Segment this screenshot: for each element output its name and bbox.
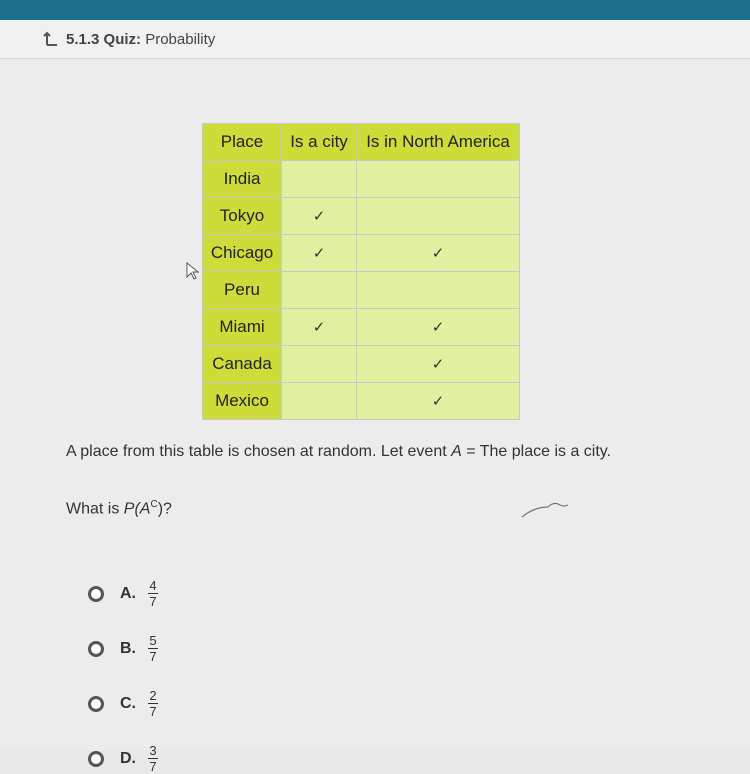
prompt-part: )? — [157, 500, 172, 518]
numerator: 2 — [149, 688, 157, 703]
denominator: 7 — [149, 759, 157, 774]
option-d[interactable] — [88, 744, 158, 773]
header-north-america: Is in North America — [357, 124, 520, 161]
table-row — [203, 346, 520, 383]
table-row — [203, 198, 520, 235]
place-cell: Canada — [203, 346, 282, 383]
option-letter: B. — [120, 639, 136, 657]
places-table — [202, 123, 520, 420]
north-america-cell: ✓ — [357, 346, 520, 383]
option-c[interactable] — [88, 689, 158, 718]
place-cell: India — [203, 161, 282, 198]
table-row — [203, 235, 520, 272]
option-b[interactable] — [88, 634, 158, 663]
radio-button[interactable] — [88, 586, 104, 602]
question-part: = The place is a city. — [461, 443, 612, 460]
denominator: 7 — [149, 649, 157, 664]
north-america-cell: ✓ — [357, 383, 520, 420]
back-arrow-icon[interactable] — [40, 28, 62, 50]
quiz-header — [0, 20, 750, 59]
fraction-bar — [148, 758, 158, 759]
north-america-cell: ✓ — [357, 235, 520, 272]
city-cell: ✓ — [282, 309, 357, 346]
quiz-content — [0, 59, 750, 774]
header-place: Place — [203, 124, 282, 161]
event-variable: A — [451, 443, 462, 460]
pen-scribble — [520, 497, 580, 521]
option-letter: A. — [120, 584, 136, 602]
denominator: 7 — [149, 594, 157, 609]
quiz-label: Quiz: — [103, 30, 142, 48]
question-text — [66, 443, 611, 461]
prompt-part: What is — [66, 500, 124, 518]
breadcrumb — [66, 31, 215, 48]
place-cell: Peru — [203, 272, 282, 309]
option-fraction — [148, 744, 158, 773]
north-america-cell: ✓ — [357, 309, 520, 346]
radio-button[interactable] — [88, 641, 104, 657]
place-cell: Miami — [203, 309, 282, 346]
numerator: 5 — [149, 633, 157, 648]
city-cell — [282, 161, 357, 198]
denominator: 7 — [149, 704, 157, 719]
mouse-cursor-icon — [186, 262, 200, 280]
complement-superscript: C — [150, 499, 158, 510]
city-cell: ✓ — [282, 198, 357, 235]
prompt-expression: P(A — [123, 500, 151, 518]
option-fraction — [148, 634, 158, 663]
option-letter: D. — [120, 749, 136, 767]
question-part: A place from this table is chosen at random. Let event — [66, 443, 452, 460]
option-fraction — [148, 689, 158, 718]
table-row — [203, 272, 520, 309]
numerator: 4 — [149, 578, 157, 593]
header-is-city: Is a city — [282, 124, 357, 161]
city-cell — [282, 383, 357, 420]
radio-button[interactable] — [88, 696, 104, 712]
table-row — [203, 309, 520, 346]
top-bar — [0, 0, 750, 20]
north-america-cell — [357, 272, 520, 309]
north-america-cell — [357, 198, 520, 235]
numerator: 3 — [149, 743, 157, 758]
city-cell — [282, 346, 357, 383]
city-cell: ✓ — [282, 235, 357, 272]
place-cell: Tokyo — [203, 198, 282, 235]
table-row — [203, 383, 520, 420]
section-number: 5.1.3 — [66, 30, 100, 48]
option-fraction — [148, 579, 158, 608]
table-row — [203, 161, 520, 198]
option-letter: C. — [120, 694, 136, 712]
option-a[interactable] — [88, 579, 158, 608]
quiz-title: Probability — [145, 30, 216, 48]
table-header-row — [203, 124, 520, 161]
place-cell: Chicago — [203, 235, 282, 272]
question-prompt — [66, 499, 172, 518]
city-cell — [282, 272, 357, 309]
place-cell: Mexico — [203, 383, 282, 420]
north-america-cell — [357, 161, 520, 198]
radio-button[interactable] — [88, 751, 104, 767]
